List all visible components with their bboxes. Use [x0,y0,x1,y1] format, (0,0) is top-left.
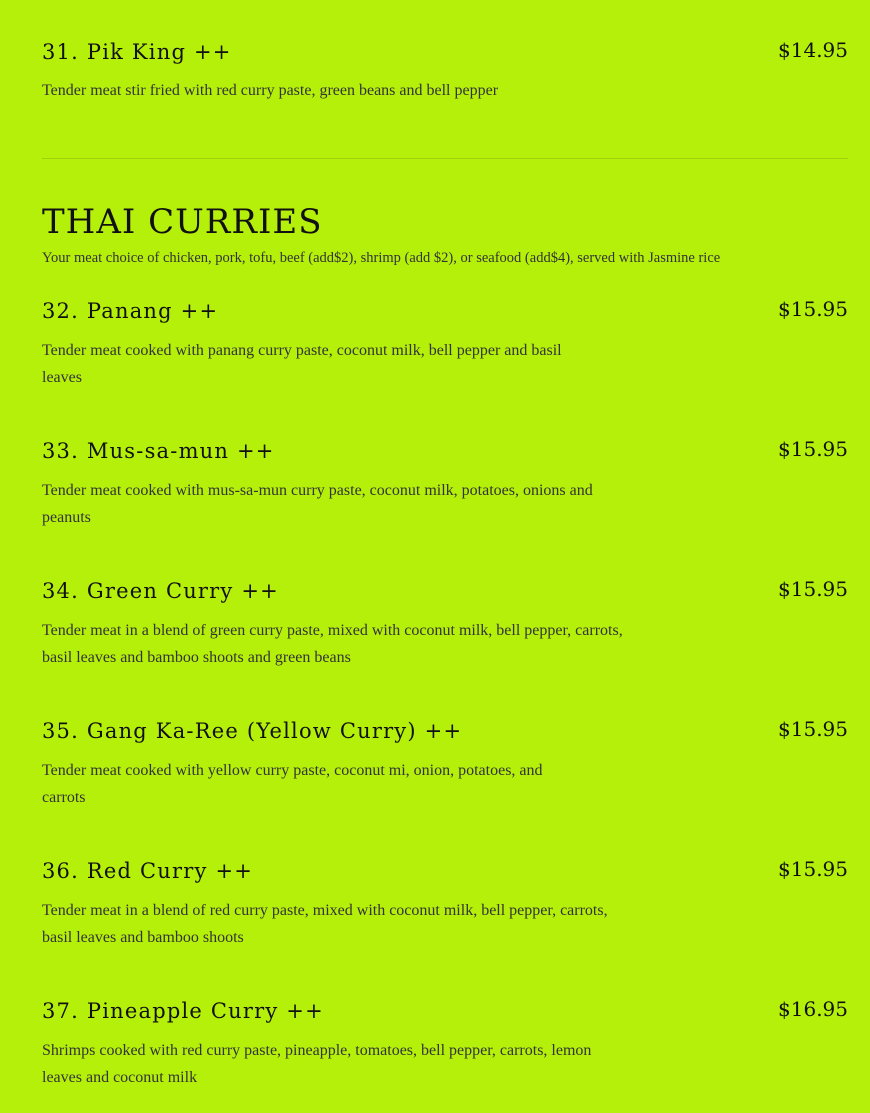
item-price: $15.95 [778,717,848,741]
item-name: 34. Green Curry ++ [42,579,279,603]
item-price: $15.95 [778,297,848,321]
item-description: Tender meat in a blend of red curry paste, mixed with coconut milk, bell pepper, carrots, basil leaves and bamboo shoots [42,902,608,946]
item-name: 37. Pineapple Curry ++ [42,999,324,1023]
item-name: 32. Panang ++ [42,299,219,323]
section-divider [42,158,848,159]
item-price: $16.95 [778,997,848,1021]
section-note: Your meat choice of chicken, pork, tofu, beef (add$2), shrimp (add $2), or seafood (add$4), served with Jasmine rice [42,250,721,266]
item-name: 33. Mus-sa-mun ++ [42,439,275,463]
item-description: Shrimps cooked with red curry paste, pineapple, tomatoes, bell pepper, carrots, lemon leaves and coconut milk [42,1042,592,1086]
item-price: $14.95 [778,38,848,62]
item-description: Tender meat cooked with mus-sa-mun curry paste, coconut milk, potatoes, onions and peanuts [42,482,593,526]
item-description: Tender meat stir fried with red curry paste, green beans and bell pepper [42,82,499,99]
item-price: $15.95 [778,857,848,881]
item-price: $15.95 [778,437,848,461]
item-name: 31. Pik King ++ [42,40,232,64]
section-title: THAI CURRIES [42,202,323,242]
item-description: Tender meat in a blend of green curry paste, mixed with coconut milk, bell pepper, carrots, basil leaves and bamboo shoots and green beans [42,622,623,666]
item-name: 35. Gang Ka-Ree (Yellow Curry) ++ [42,719,463,743]
item-name: 36. Red Curry ++ [42,859,254,883]
item-description: Tender meat cooked with panang curry paste, coconut milk, bell pepper and basil leaves [42,342,562,386]
item-description: Tender meat cooked with yellow curry paste, coconut mi, onion, potatoes, and carrots [42,762,543,806]
item-price: $15.95 [778,577,848,601]
